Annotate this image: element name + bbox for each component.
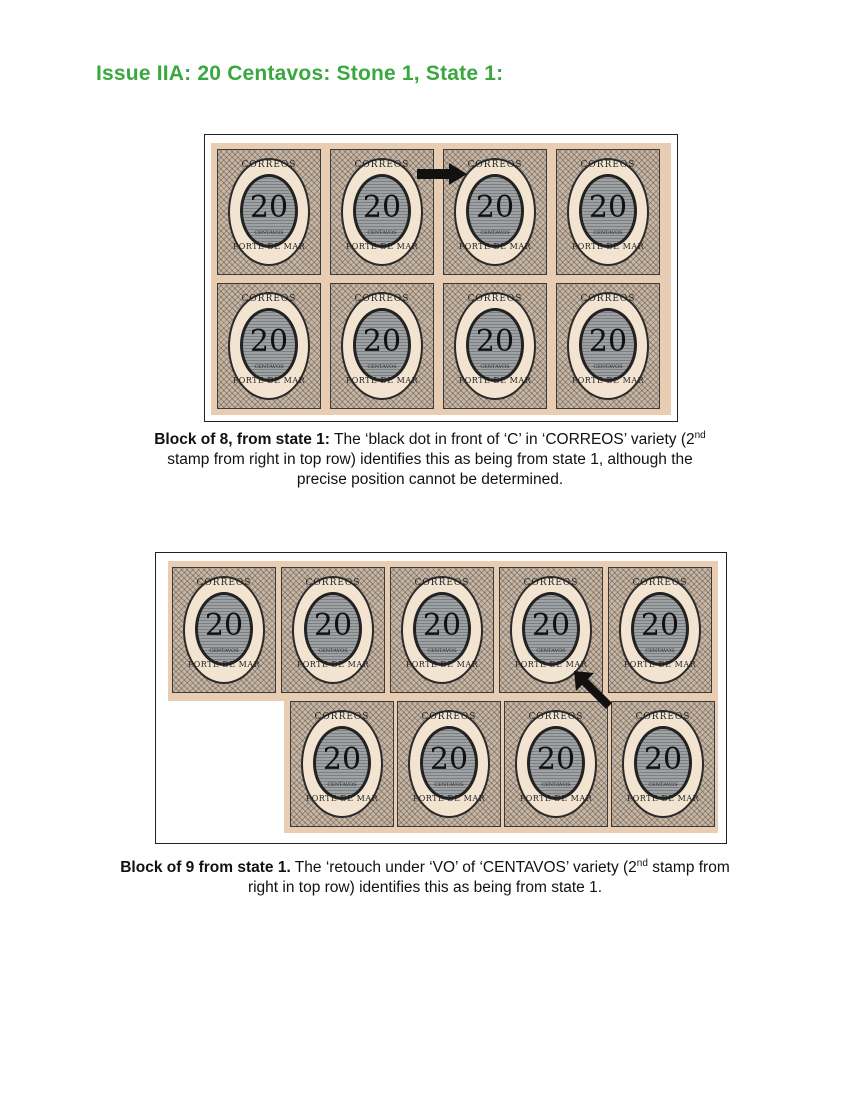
stamp-bottom-text: PORTE DE MAR (519, 794, 593, 803)
caption-text: The ‘retouch under ‘VO’ of ‘CENTAVOS’ variety (2 (290, 859, 637, 876)
stamp-denomination: 20 (422, 608, 462, 643)
caption-text: The ‘black dot in front of ‘C’ in ‘CORREOS’ variety (2 (329, 431, 695, 448)
stamp-bottom-text: PORTE DE MAR (345, 376, 419, 385)
stamp-bottom-text: PORTE DE MAR (514, 660, 588, 669)
stamp-top-text: CORREOS (421, 712, 477, 722)
stamp-top-text: CORREOS (241, 294, 297, 304)
block-of-8-frame (204, 134, 678, 422)
stamp-small-text: CENTAVOS (209, 648, 239, 654)
stamp (281, 567, 385, 693)
stamp-small-text: CENTAVOS (318, 648, 348, 654)
block-of-9-caption (120, 858, 730, 898)
stamp-denomination: 20 (322, 742, 362, 777)
stamp (172, 567, 276, 693)
stamp-bottom-text: PORTE DE MAR (232, 242, 306, 251)
stamp-top-text: CORREOS (305, 578, 361, 588)
stamp-denomination: 20 (362, 190, 402, 225)
stamp (611, 701, 715, 827)
stamp-bottom-text: PORTE DE MAR (405, 660, 479, 669)
stamp (390, 567, 494, 693)
stamp-small-text: CENTAVOS (367, 230, 397, 236)
stamp-small-text: CENTAVOS (593, 364, 623, 370)
stamp (443, 283, 547, 409)
stamp-small-text: CENTAVOS (648, 782, 678, 788)
stamp-bottom-text: PORTE DE MAR (305, 794, 379, 803)
stamp-top-text: CORREOS (241, 160, 297, 170)
stamp-bottom-text: PORTE DE MAR (187, 660, 261, 669)
stamp-small-text: CENTAVOS (536, 648, 566, 654)
stamp-bottom-text: PORTE DE MAR (458, 376, 532, 385)
stamp-small-text: CENTAVOS (254, 364, 284, 370)
stamp-denomination: 20 (640, 608, 680, 643)
stamp-top-text: CORREOS (523, 578, 579, 588)
stamp-small-text: CENTAVOS (593, 230, 623, 236)
stamp (217, 149, 321, 275)
stamp-top-text: CORREOS (467, 294, 523, 304)
stamp-top-text: CORREOS (414, 578, 470, 588)
stamp-top-text: CORREOS (632, 578, 688, 588)
block-of-8-caption (150, 430, 710, 490)
stamp-top-text: CORREOS (354, 294, 410, 304)
stamp-small-text: CENTAVOS (434, 782, 464, 788)
stamp-denomination: 20 (429, 742, 469, 777)
stamp-bottom-text: PORTE DE MAR (623, 660, 697, 669)
caption-sup: nd (694, 429, 706, 441)
stamp (504, 701, 608, 827)
stamp-bottom-text: PORTE DE MAR (626, 794, 700, 803)
stamp-top-text: CORREOS (196, 578, 252, 588)
caption-text: stamp from right in top row) identifies this as being from state 1, although the precise position cannot be determined. (167, 451, 693, 488)
stamp-small-text: CENTAVOS (427, 648, 457, 654)
stamp-top-text: CORREOS (580, 294, 636, 304)
stamp-small-text: CENTAVOS (480, 364, 510, 370)
stamp (290, 701, 394, 827)
caption-text: stamp from right in top row) identifies this as being from state 1. (247, 859, 730, 896)
stamp-denomination: 20 (249, 324, 289, 359)
stamp (608, 567, 712, 693)
stamp-bottom-text: PORTE DE MAR (571, 242, 645, 251)
stamp-denomination: 20 (475, 324, 515, 359)
stamp (330, 283, 434, 409)
stamp-small-text: CENTAVOS (367, 364, 397, 370)
arrow-right-icon (417, 163, 467, 185)
stamp-denomination: 20 (643, 742, 683, 777)
arrow-up-left-icon (574, 671, 614, 711)
page-title: Issue IIA: 20 Centavos: Stone 1, State 1: (96, 62, 504, 85)
stamp-bottom-text: PORTE DE MAR (232, 376, 306, 385)
stamp-denomination: 20 (204, 608, 244, 643)
stamp-small-text: CENTAVOS (327, 782, 357, 788)
stamp-denomination: 20 (536, 742, 576, 777)
stamp-top-text: CORREOS (528, 712, 584, 722)
stamp-denomination: 20 (249, 190, 289, 225)
block-of-9-bottom-strip (284, 699, 718, 833)
stamp-denomination: 20 (588, 324, 628, 359)
stamp-denomination: 20 (313, 608, 353, 643)
stamp-denomination: 20 (588, 190, 628, 225)
stamp-small-text: CENTAVOS (645, 648, 675, 654)
stamp (556, 149, 660, 275)
stamp-denomination: 20 (362, 324, 402, 359)
block-of-9-top-strip (168, 561, 718, 701)
stamp-small-text: CENTAVOS (480, 230, 510, 236)
caption-sup: nd (636, 857, 648, 869)
caption-bold: Block of 9 from state 1. (120, 859, 291, 876)
stamp (397, 701, 501, 827)
stamp-top-text: CORREOS (467, 160, 523, 170)
stamp-denomination: 20 (531, 608, 571, 643)
stamp-bottom-text: PORTE DE MAR (296, 660, 370, 669)
caption-bold: Block of 8, from state 1: (154, 431, 330, 448)
stamp-bottom-text: PORTE DE MAR (458, 242, 532, 251)
stamp-top-text: CORREOS (580, 160, 636, 170)
stamp-denomination: 20 (475, 190, 515, 225)
block-of-9-frame (155, 552, 727, 844)
stamp-small-text: CENTAVOS (541, 782, 571, 788)
stamp-top-text: CORREOS (354, 160, 410, 170)
stamp-small-text: CENTAVOS (254, 230, 284, 236)
stamp-bottom-text: PORTE DE MAR (345, 242, 419, 251)
stamp-top-text: CORREOS (314, 712, 370, 722)
stamp-top-text: CORREOS (635, 712, 691, 722)
stamp (556, 283, 660, 409)
stamp-bottom-text: PORTE DE MAR (412, 794, 486, 803)
stamp (217, 283, 321, 409)
stamp-bottom-text: PORTE DE MAR (571, 376, 645, 385)
